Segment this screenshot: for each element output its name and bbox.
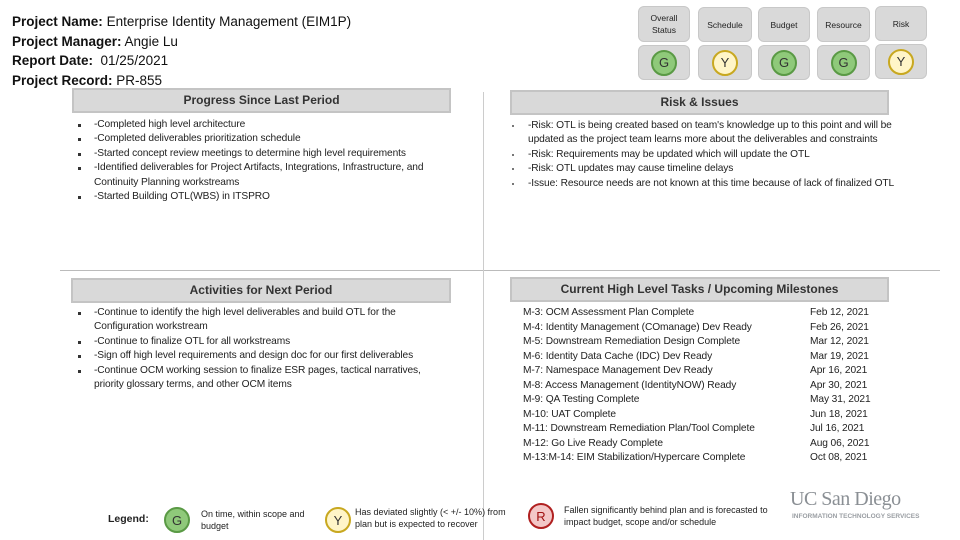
milestone-row — [523, 437, 871, 452]
milestone-row — [523, 364, 871, 379]
milestone-row — [523, 379, 871, 394]
report-date: 01/25/2021 — [100, 53, 169, 68]
milestone-date: Mar 12, 2021 — [810, 336, 869, 347]
milestone-row — [523, 350, 871, 365]
milestone-date: Feb 26, 2021 — [810, 321, 869, 333]
milestone-date: Apr 16, 2021 — [810, 365, 868, 376]
milestone-date: Jul 16, 2021 — [810, 423, 865, 434]
milestone-date: Oct 08, 2021 — [810, 452, 868, 463]
milestone-date: Feb 12, 2021 — [810, 307, 869, 318]
activities-header: Activities for Next Period — [71, 278, 451, 303]
milestone-task: M-13:M-14: EIM Stabilization/Hypercare Complete — [523, 452, 746, 463]
milestone-date: May 31, 2021 — [810, 394, 871, 405]
list-item: -Continue OCM working session to finalize ESR pages, tactical narratives, priority glossary terms, and other OCM items — [75, 364, 445, 393]
list-item: -Completed high level architecture — [75, 118, 455, 132]
milestone-task: M-12: Go Live Ready Complete — [523, 437, 663, 449]
milestone-date: Jun 18, 2021 — [810, 408, 868, 420]
status-label-schedule: Schedule — [698, 7, 752, 42]
vertical-divider — [483, 92, 484, 540]
milestone-date: Apr 30, 2021 — [810, 379, 868, 391]
milestone-task: M-10: UAT Complete — [523, 408, 616, 420]
status-cell-overall — [638, 45, 690, 80]
list-item: -Started concept review meetings to determine high level requirements — [75, 147, 455, 161]
project-name: Enterprise Identity Management (EIM1P) — [106, 14, 352, 29]
status-label-resource: Resource — [817, 7, 870, 42]
list-item: -Continue to identify the high level deliverables and build OTL for the Configuration workstream — [75, 306, 445, 335]
ucsd-logo: UC San Diego — [790, 488, 901, 510]
legend-red-icon: R — [528, 503, 554, 529]
progress-list — [75, 118, 455, 204]
list-item: -Risk: Requirements may be updated which will update the OTL — [509, 148, 914, 162]
milestone-row — [523, 306, 871, 321]
status-label-budget: Budget — [758, 7, 810, 42]
legend-yellow-text: Has deviated slightly (< +/- 10%) from plan but is expected to recover — [355, 507, 506, 529]
project-manager: Angie Lu — [124, 33, 178, 49]
project-info — [12, 12, 351, 90]
milestone-task: M-4: Identity Management (COmanage) Dev Ready — [523, 321, 752, 333]
status-cell-schedule — [698, 45, 752, 80]
status-label-risk: Risk — [875, 6, 927, 41]
status-y-icon: Y — [712, 50, 738, 76]
status-cell-risk — [875, 44, 927, 79]
list-item: -Completed deliverables prioritization schedule — [75, 132, 455, 146]
milestone-task: M-7: Namespace Management Dev Ready — [523, 365, 713, 376]
list-item: -Started Building OTL(WBS) in ITSPRO — [75, 190, 455, 204]
project-record: PR-855 — [116, 72, 163, 88]
milestone-task: M-6: Identity Data Cache (IDC) Dev Ready — [523, 350, 713, 362]
milestone-task: M-8: Access Management (IdentityNOW) Ready — [523, 379, 737, 391]
legend-green-text: On time, within scope and budget — [201, 509, 305, 531]
risks-header: Risk & Issues — [510, 90, 889, 115]
milestones-list — [523, 306, 871, 466]
milestone-task: M-3: OCM Assessment Plan Complete — [523, 307, 695, 318]
project-manager-label: Project Manager: — [12, 33, 122, 49]
list-item: -Risk: OTL is being created based on team's knowledge up to this point and will be updated as the project team learns more about the deliverables and constraints — [509, 119, 914, 148]
activities-list — [75, 306, 445, 392]
legend-red-text: Fallen significantly behind plan and is forecasted to impact budget, scope and/or schedule — [564, 505, 768, 527]
milestone-row — [523, 321, 871, 336]
status-g-icon: G — [771, 50, 797, 76]
list-item: -Sign off high level requirements and design doc for our first deliverables — [75, 349, 445, 363]
list-item: -Risk: OTL updates may cause timeline delays — [509, 162, 914, 176]
status-y-icon: Y — [888, 49, 914, 75]
legend-green-icon: G — [164, 507, 190, 533]
status-cell-budget — [758, 45, 810, 80]
risks-list — [509, 119, 914, 191]
legend-yellow-icon: Y — [325, 507, 351, 533]
status-label-overall: Overall Status — [638, 6, 690, 42]
milestone-task: M-11: Downstream Remediation Plan/Tool Complete — [523, 423, 755, 434]
milestone-row — [523, 451, 871, 466]
milestone-row — [523, 393, 871, 408]
status-g-icon: G — [831, 50, 857, 76]
list-item: -Continue to finalize OTL for all workstreams — [75, 335, 445, 349]
milestone-row — [523, 408, 871, 423]
project-name-label: Project Name: — [12, 14, 103, 29]
list-item: -Identified deliverables for Project Artifacts, Integrations, Infrastructure, and Continuity Planning workstreams — [75, 161, 455, 190]
milestone-date: Aug 06, 2021 — [810, 437, 870, 449]
milestone-row — [523, 335, 871, 350]
milestones-header: Current High Level Tasks / Upcoming Milestones — [510, 277, 889, 302]
status-cell-resource — [817, 45, 870, 80]
ucsd-logo-subtitle: INFORMATION TECHNOLOGY SERVICES — [792, 513, 920, 520]
milestone-task: M-5: Downstream Remediation Design Complete — [523, 336, 741, 347]
report-date-label: Report Date: — [12, 53, 94, 68]
list-item: -Issue: Resource needs are not known at this time because of lack of finalized OTL — [509, 177, 914, 191]
progress-header: Progress Since Last Period — [72, 88, 451, 113]
milestone-date: Mar 19, 2021 — [810, 350, 869, 362]
milestone-task: M-9: QA Testing Complete — [523, 394, 640, 405]
status-g-icon: G — [651, 50, 677, 76]
project-record-label: Project Record: — [12, 72, 113, 88]
horizontal-divider — [60, 270, 940, 271]
legend-label: Legend: — [108, 513, 149, 525]
milestone-row — [523, 422, 871, 437]
